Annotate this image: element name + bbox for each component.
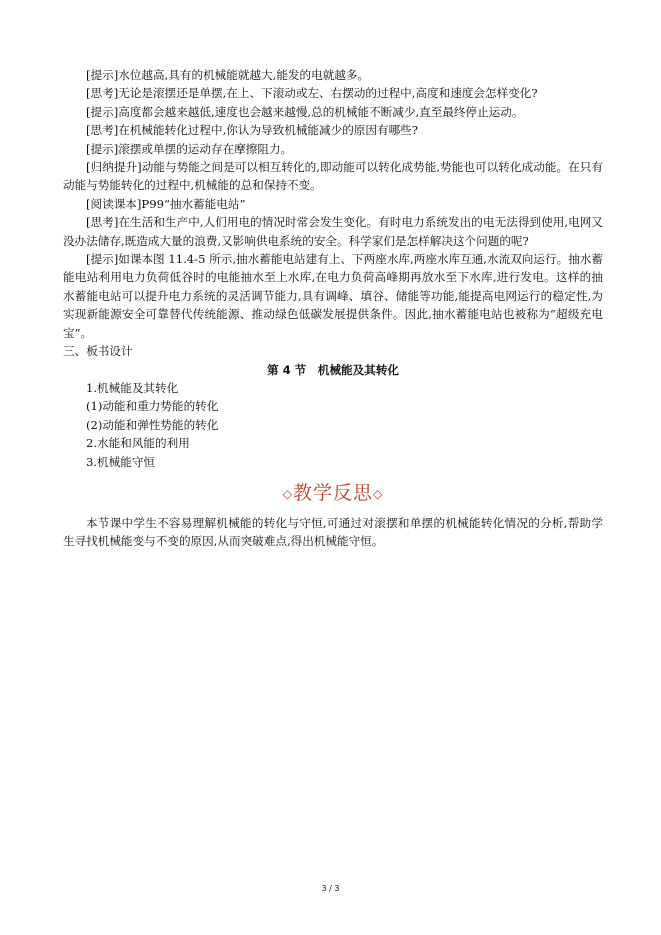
board-item-1: 1.机械能及其转化 [86, 380, 179, 395]
paragraph-think-2: [思考]在机械能转化过程中,你认为导致机械能减少的原因有哪些? [86, 123, 418, 138]
paragraph-hint-3: [提示]滚摆或单摆的运动存在摩擦阻力。 [86, 141, 293, 156]
board-item-4: 2.水能和风能的利用 [86, 436, 190, 451]
reflection-text: 本节课中学生不容易理解机械能的转化与守恒,可通过对滚摆和单摆的机械能转化情况的分析,帮助学生寻找机械能变与不变的原因,从而突破难点,得出机械能守恒。 [63, 515, 603, 549]
paragraph-hint-4: [提示]如课本图 11.4-5 所示,抽水蓄能电站建有上、下两座水库,两座水库互通,水流双向运行。抽水蓄能电站利用电力负荷低谷时的电能抽水至上水库,在电力负荷高峰期再放水至下水库,进行发电。这样的抽水蓄能电站可以提升电力系统的灵活调节能力,具有调峰、填谷、储能等功能,能提高电网运行的稳定性,为实现新能源安全可靠替代传统能源、推动绿色低碳发展提供条件。因此,抽水蓄能电站也被称为“超级充电宝”。 [63, 252, 603, 340]
diamond-icon: ◇ [373, 486, 384, 501]
page-content [63, 66, 603, 551]
page-number: 3 / 3 [321, 884, 340, 893]
reflection-title [63, 479, 603, 508]
paragraph-think-3: [思考]在生活和生产中,人们用电的情况时常会发生变化。有时电力系统发出的电无法得到使用,电网又没办法储存,既造成大量的浪费,又影响供电系统的安全。科学家们是怎样解决这个问题的呢? [63, 215, 603, 248]
paragraph-hint-1: [提示]水位越高,具有的机械能就越大,能发的电就越多。 [86, 68, 370, 82]
paragraph-think-1: [思考]无论是滚摆还是单摆,在上、下滚动或左、右摆动的过程中,高度和速度会怎样变化? [86, 86, 538, 101]
board-item-2: (1)动能和重力势能的转化 [86, 399, 219, 414]
paragraph-hint-2: [提示]高度都会越来越低,速度也会越来越慢,总的机械能不断减少,直至最终停止运动。 [86, 104, 524, 119]
board-item-5: 3.机械能守恒 [86, 454, 156, 469]
board-title: 第 4 节 机械能及其转化 [266, 362, 400, 377]
board-item-3: (2)动能和弹性势能的转化 [86, 417, 219, 432]
reflection-title-text: 教学反思 [292, 481, 373, 504]
paragraph-reading: [阅读课本]P99“抽水蓄能电站” [86, 196, 246, 211]
section-heading: 三、板书设计 [63, 344, 133, 359]
diamond-icon: ◇ [282, 486, 293, 501]
paragraph-summary: [归纳提升]动能与势能之间是可以相互转化的,即动能可以转化成势能,势能也可以转化成动能。在只有动能与势能转化的过程中,机械能的总和保持不变。 [63, 160, 603, 193]
